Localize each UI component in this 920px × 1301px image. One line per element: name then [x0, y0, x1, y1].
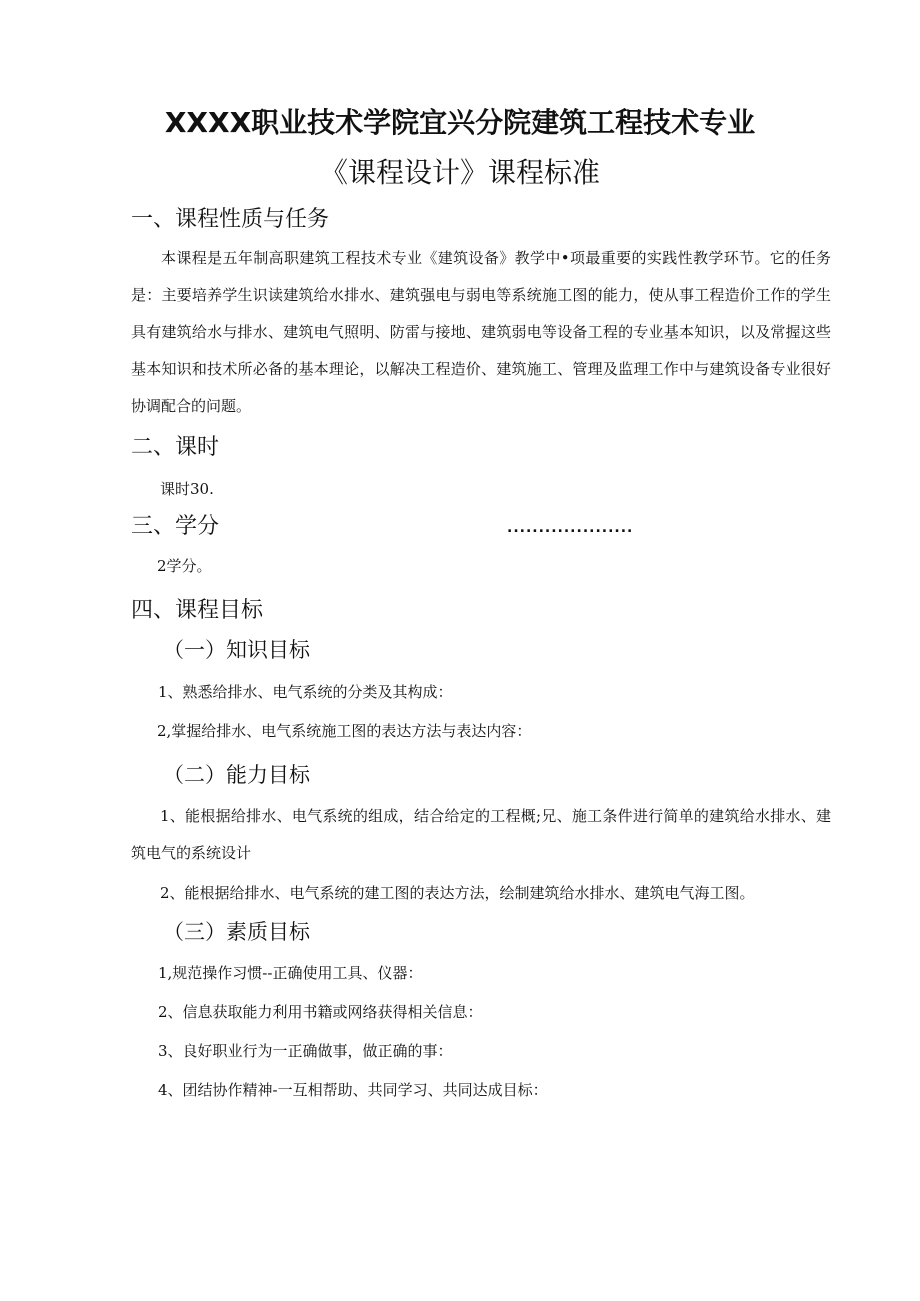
- subheading-knowledge: （一）知识目标: [163, 638, 310, 662]
- knowledge-item: 1、熟悉给排水、电气系统的分类及其构成：: [158, 683, 453, 701]
- document-title-line1: XXXX职业技术学院宜兴分院建筑工程技术专业: [164, 106, 756, 139]
- quality-item: 3、良好职业行为一正确做事，做正确的事：: [158, 1042, 453, 1060]
- section-heading-objectives: 四、课程目标: [131, 598, 264, 623]
- hours-text: 课时30.: [160, 480, 214, 498]
- quality-item: 2、信息获取能力利用书籍或网络获得相关信息：: [158, 1003, 483, 1021]
- quality-item: 1,规范操作习惯--正确使用工具、仪器：: [158, 964, 423, 982]
- section-heading-nature: 一、课程性质与任务: [131, 207, 330, 232]
- knowledge-item: 2,掌握给排水、电气系统施工图的表达方法与表达内容：: [157, 722, 532, 740]
- nature-paragraph: 本课程是五年制高职建筑工程技术专业《建筑设备》教学中•项最重要的实践性教学环节。它的任务是：主要培养学生识读建筑给水排水、建筑强电与弱电等系统施工图的能力，使从事工程造价工作的学生具有建筑给水与排水、建筑电气照明、防雷与接地、建筑弱电等设备工程的专业基本知识，以及常握这些基本知识和技术所必备的基本理论，以解决工程造价、建筑施工、管理及监理工作中与建筑设备专业很好协调配合的问题。: [131, 249, 831, 415]
- section-heading-hours: 二、课时: [131, 435, 220, 460]
- document-title-line2: 《课程设计》课程标准: [319, 156, 600, 189]
- ability-item: 1、能根据给排水、电气系统的组成，结合给定的工程概;兄、施工条件进行简单的建筑给水排水、建筑电气的系统设计: [131, 807, 831, 862]
- subheading-ability: （二）能力目标: [163, 763, 310, 787]
- subheading-quality: （三）素质目标: [163, 920, 310, 944]
- ability-item: 2、能根据给排水、电气系统的建工图的表达方法，绘制建筑给水排水、建筑电气海工图。: [160, 884, 755, 902]
- credits-dot-leader: ....................: [507, 520, 634, 536]
- section-heading-credits: 三、学分: [131, 514, 220, 539]
- credits-text: 2学分。: [157, 557, 212, 575]
- quality-item: 4、团结协作精神-一互相帮助、共同学习、共同达成目标：: [158, 1081, 548, 1099]
